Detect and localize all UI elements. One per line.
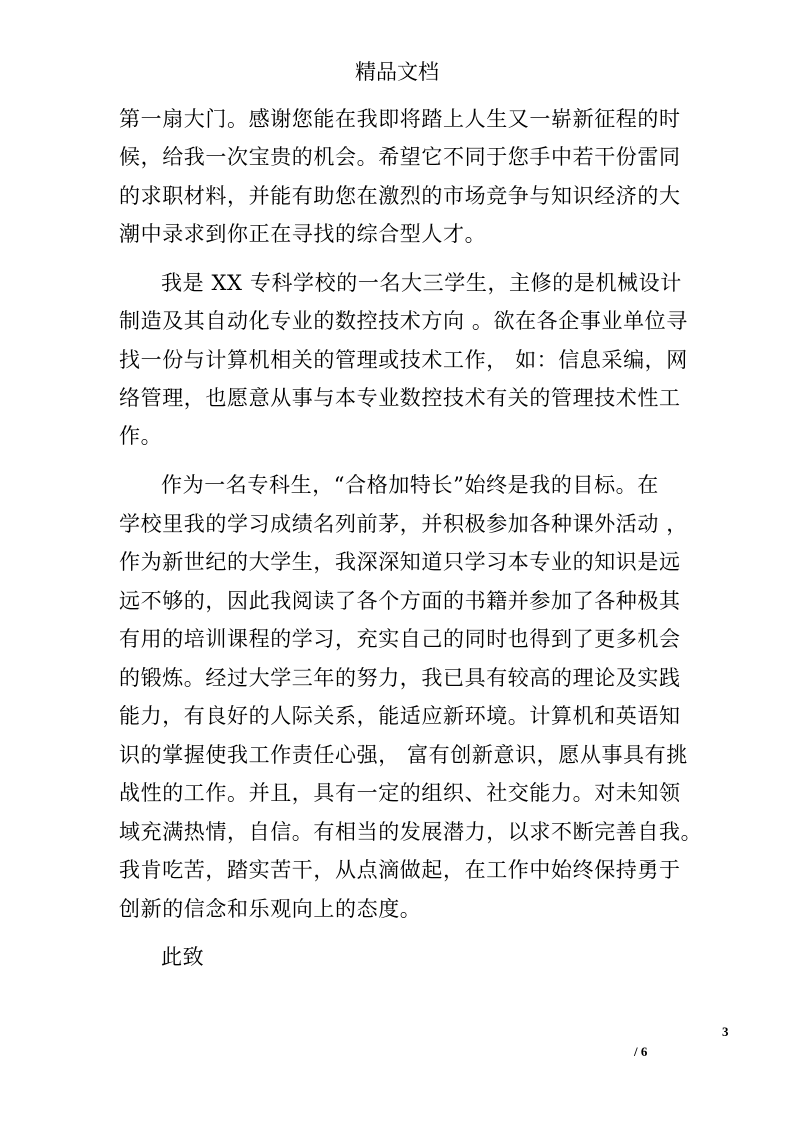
page-number: 3 [722, 1024, 729, 1039]
body-line: 域充满热情，自信。有相当的发展潜力，以求不断完善自我。 [119, 820, 703, 844]
body-line: 战性的工作。并且，具有一定的组织、社交能力。对未知领 [119, 781, 681, 805]
body-line: 制造及其自动化专业的数控技术方向 。欲在各企事业单位寻 [119, 309, 688, 333]
body-line: 候，给我一次宝贵的机会。希望它不同于您手中若干份雷同 [119, 145, 681, 169]
paragraph-start-line: 作为一名专科生，“合格加特长”始终是我的目标。在 [161, 473, 659, 497]
body-line: 有用的培训课程的学习，充实自己的同时也得到了更多机会 [119, 627, 681, 651]
body-line: 第一扇大门。感谢您能在我即将踏上人生又一崭新征程的时 [119, 107, 681, 131]
closing-salutation: 此致 [161, 945, 205, 969]
body-line: 的锻炼。经过大学三年的努力，我已具有较高的理论及实践 [119, 666, 681, 690]
page-total: / 6 [634, 1044, 648, 1059]
body-line: 我肯吃苦，踏实苦干，从点滴做起，在工作中始终保持勇于 [119, 858, 681, 882]
body-line: 络管理，也愿意从事与本专业数控技术有关的管理技术性工 [119, 386, 681, 410]
body-line: 能力，有良好的人际关系，能适应新环境。计算机和英语知 [119, 704, 681, 728]
body-line: 潮中录求到你正在寻找的综合型人才。 [119, 222, 487, 246]
body-line: 作。 [119, 424, 163, 448]
body-line: 识的掌握使我工作责任心强， 富有创新意识，愿从事具有挑 [119, 743, 688, 767]
body-line: 远不够的，因此我阅读了各个方面的书籍并参加了各种极其 [119, 589, 681, 613]
body-line: 创新的信念和乐观向上的态度。 [119, 897, 422, 921]
body-line: 作为新世纪的大学生，我深深知道只学习本专业的知识是远 [119, 550, 681, 574]
paragraph-start-line: 我是 XX 专科学校的一名大三学生，主修的是机械设计 [161, 271, 682, 295]
body-line: 的求职材料，并能有助您在激烈的市场竞争与知识经济的大 [119, 184, 681, 208]
document-header: 精品文档 [355, 60, 439, 84]
body-line: 找一份与计算机相关的管理或技术工作， 如：信息采编，网 [119, 348, 688, 372]
body-line: 学校里我的学习成绩名列前茅，并积极参加各种课外活动 ， [119, 512, 688, 536]
